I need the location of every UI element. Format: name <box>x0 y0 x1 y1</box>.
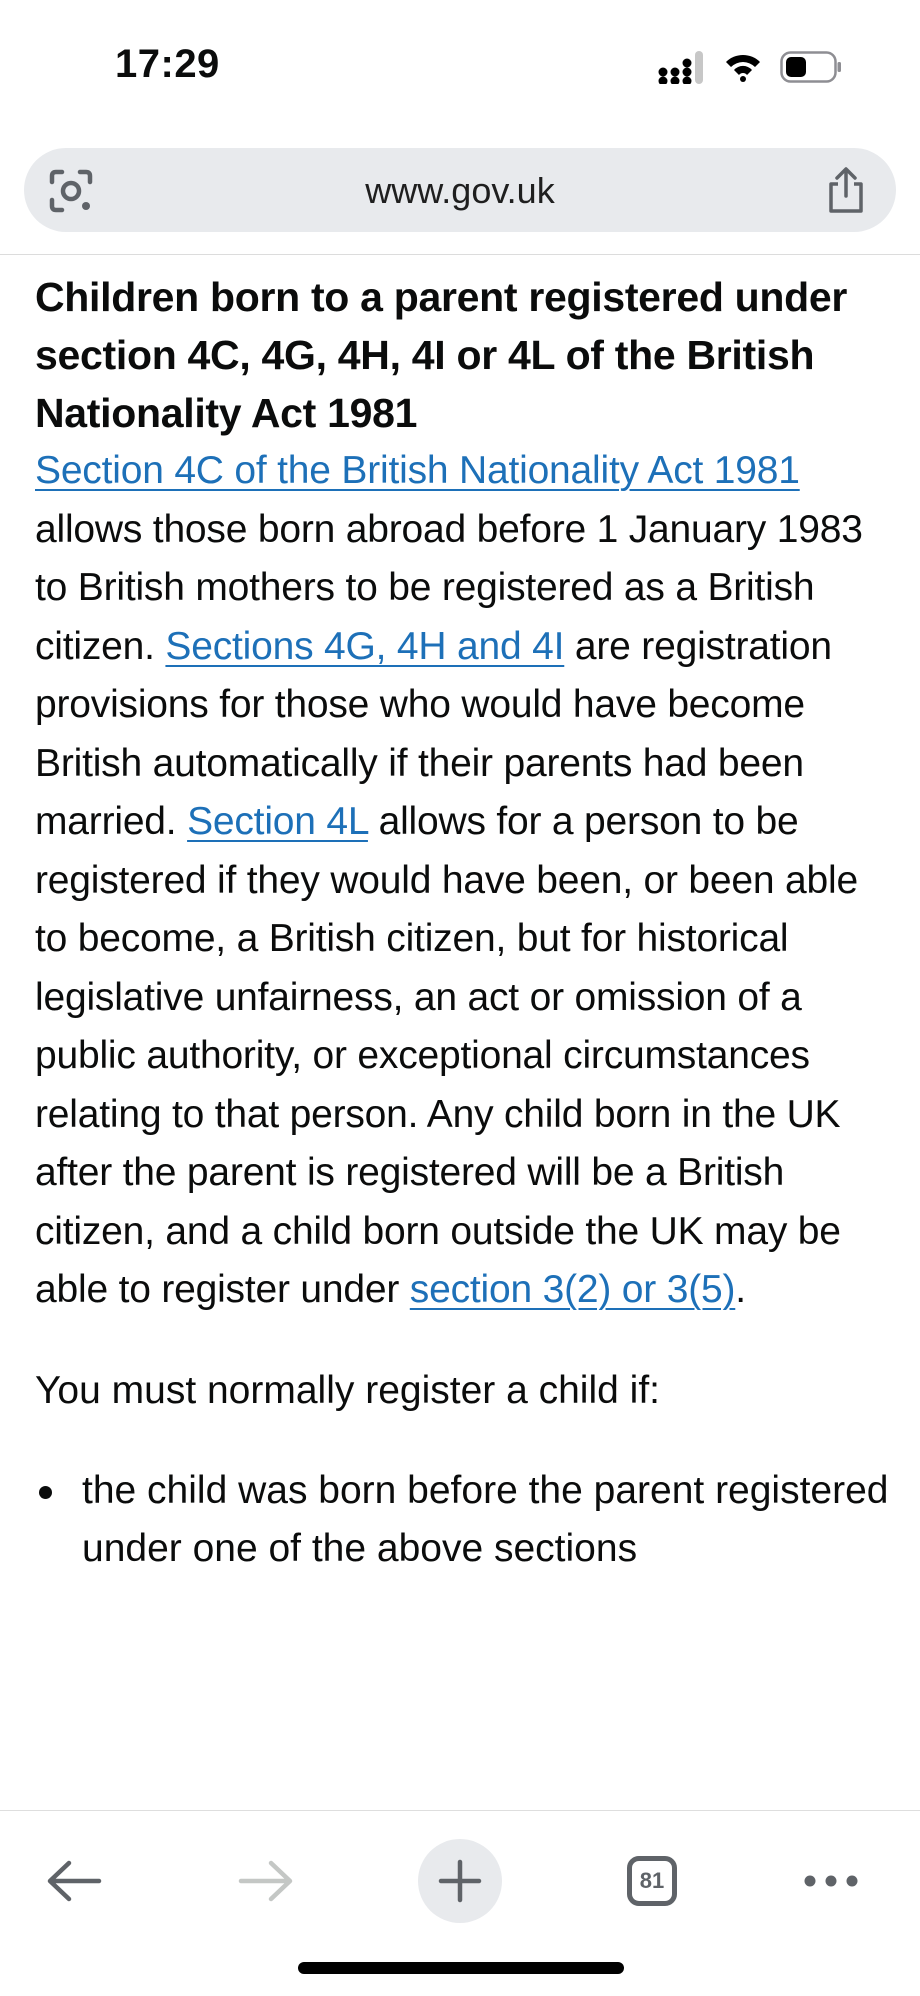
wifi-icon <box>724 52 762 82</box>
paragraph-text: are registration provisions for those who would have become British automatically if their parents had been married. <box>35 624 832 843</box>
battery-icon <box>780 51 842 83</box>
tab-count: 81 <box>627 1856 677 1906</box>
section-3-2-3-5-link[interactable]: section 3(2) or 3(5) <box>409 1268 736 1311</box>
bullet-list <box>35 1462 895 1579</box>
section-4c-link[interactable]: Section 4C of the British Nationality Act 1981 <box>35 449 800 492</box>
section-4l-link[interactable]: Section 4L <box>187 800 368 843</box>
list-item: the child was born before the parent registered under one of the above sections <box>35 1462 895 1579</box>
lead-text: You must normally register a child if: <box>35 1368 660 1412</box>
paragraph-text: allows for a person to be registered if they would have been, or been able to become, a British citizen, but for historical legislative unfairness, an act or omission of a public authority, or exceptional circumstances relating to that person. Any child born in the UK after the parent is registered will be a British citizen, and a child born outside the UK may be able to register under <box>35 800 858 1311</box>
article-paragraph <box>35 442 895 1320</box>
paragraph-text: . <box>735 1268 746 1311</box>
status-icons <box>658 50 842 84</box>
paragraph-text: allows those born abroad before 1 January 1983 to British mothers to be registered as a British citizen. <box>35 507 863 668</box>
address-bar[interactable] <box>24 148 896 232</box>
new-tab-button[interactable] <box>418 1839 502 1923</box>
status-time: 17:29 <box>115 42 220 86</box>
url-text[interactable]: www.gov.uk <box>365 170 555 211</box>
tab-switcher-button[interactable] <box>622 1841 682 1921</box>
share-icon[interactable] <box>824 166 868 214</box>
status-bar <box>0 0 920 130</box>
toolbar-divider <box>0 254 920 255</box>
signal-icon <box>658 50 706 84</box>
plus-icon <box>438 1859 482 1903</box>
home-indicator[interactable] <box>298 1962 624 1974</box>
article-content <box>35 268 895 1579</box>
sections-4g-4h-4i-link[interactable]: Sections 4G, 4H and 4I <box>165 624 565 668</box>
more-icon[interactable] <box>796 1841 866 1921</box>
section-heading: Children born to a parent registered under section 4C, 4G, 4H, 4I or 4L of the British Nationality Act 1981 <box>35 274 848 436</box>
forward-arrow-icon[interactable] <box>226 1841 306 1921</box>
back-arrow-icon[interactable] <box>34 1841 114 1921</box>
